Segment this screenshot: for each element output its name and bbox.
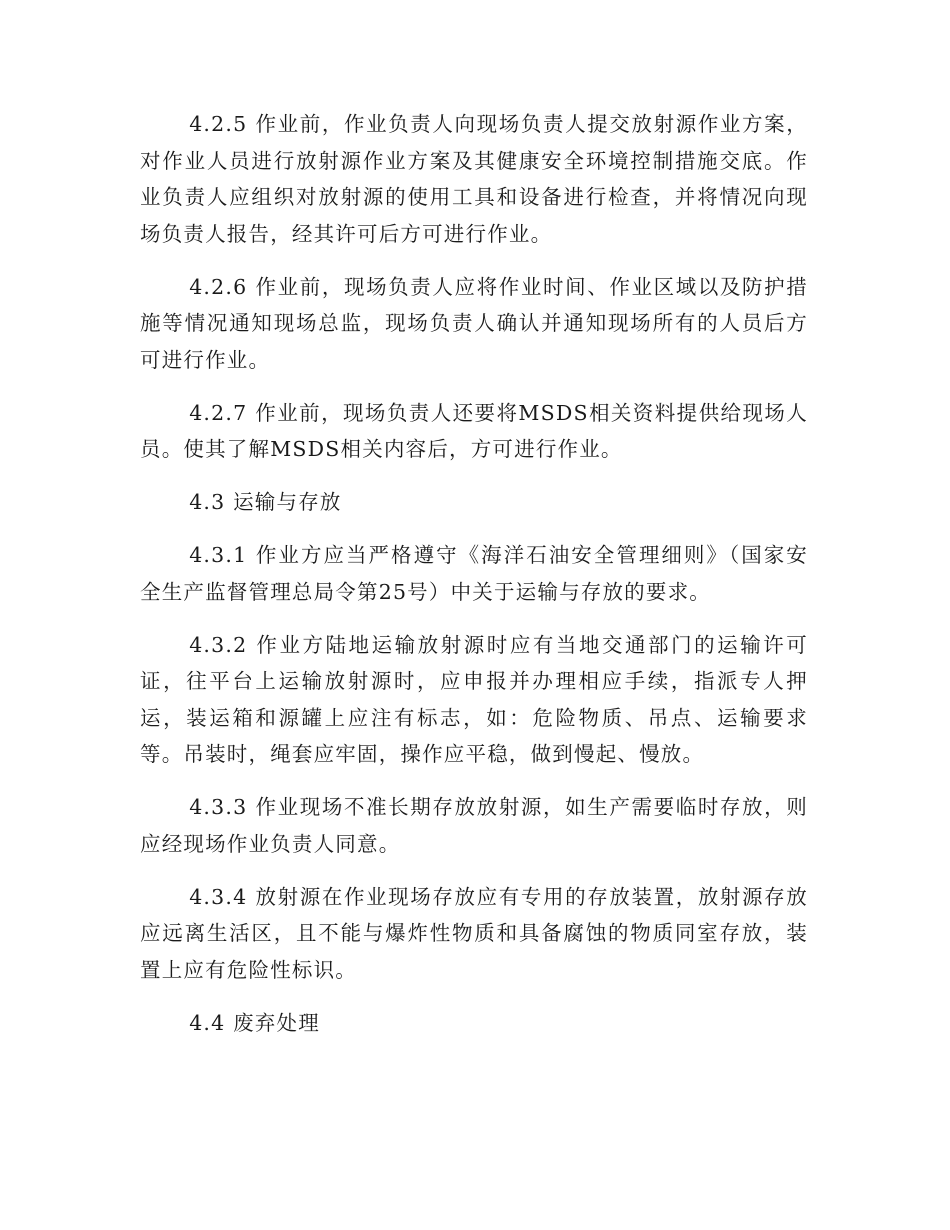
paragraph-4-2-6: 4.2.6 作业前，现场负责人应将作业时间、作业区域以及防护措施等情况通知现场总监，现场负责人确认并通知现场所有的人员后方可进行作业。 (140, 274, 808, 372)
paragraph-4-3-4: 4.3.4 放射源在作业现场存放应有专用的存放装置，放射源存放应远离生活区，且不能与爆炸性物质和具备腐蚀的物质同室存放，装置上应有危险性标识。 (140, 884, 808, 982)
paragraph-4-3-3: 4.3.3 作业现场不准长期存放放射源，如生产需要临时存放，则应经现场作业负责人同意。 (140, 795, 808, 856)
paragraph-4-3-2: 4.3.2 作业方陆地运输放射源时应有当地交通部门的运输许可证，往平台上运输放射源时，应申报并办理相应手续，指派专人押运，装运箱和源罐上应注有标志，如：危险物质、吊点、运输要求等。吊装时，绳套应牢固，操作应平稳，做到慢起、慢放。 (140, 632, 808, 766)
section-heading-4-3: 4.3 运输与存放 (189, 490, 342, 514)
document-body (140, 106, 808, 1058)
paragraph-4-3-1: 4.3.1 作业方应当严格遵守《海洋石油安全管理细则》（国家安全生产监督管理总局令第25号）中关于运输与存放的要求。 (140, 543, 808, 604)
paragraph-4-2-5: 4.2.5 作业前，作业负责人向现场负责人提交放射源作业方案，对作业人员进行放射源作业方案及其健康安全环境控制措施交底。作业负责人应组织对放射源的使用工具和设备进行检查，并将情况向现场负责人报告，经其许可后方可进行作业。 (140, 112, 808, 246)
section-heading-4-4: 4.4 废弃处理 (189, 1010, 320, 1035)
paragraph-4-2-7: 4.2.7 作业前，现场负责人还要将MSDS相关资料提供给现场人员。使其了解MSDS相关内容后，方可进行作业。 (140, 400, 808, 461)
